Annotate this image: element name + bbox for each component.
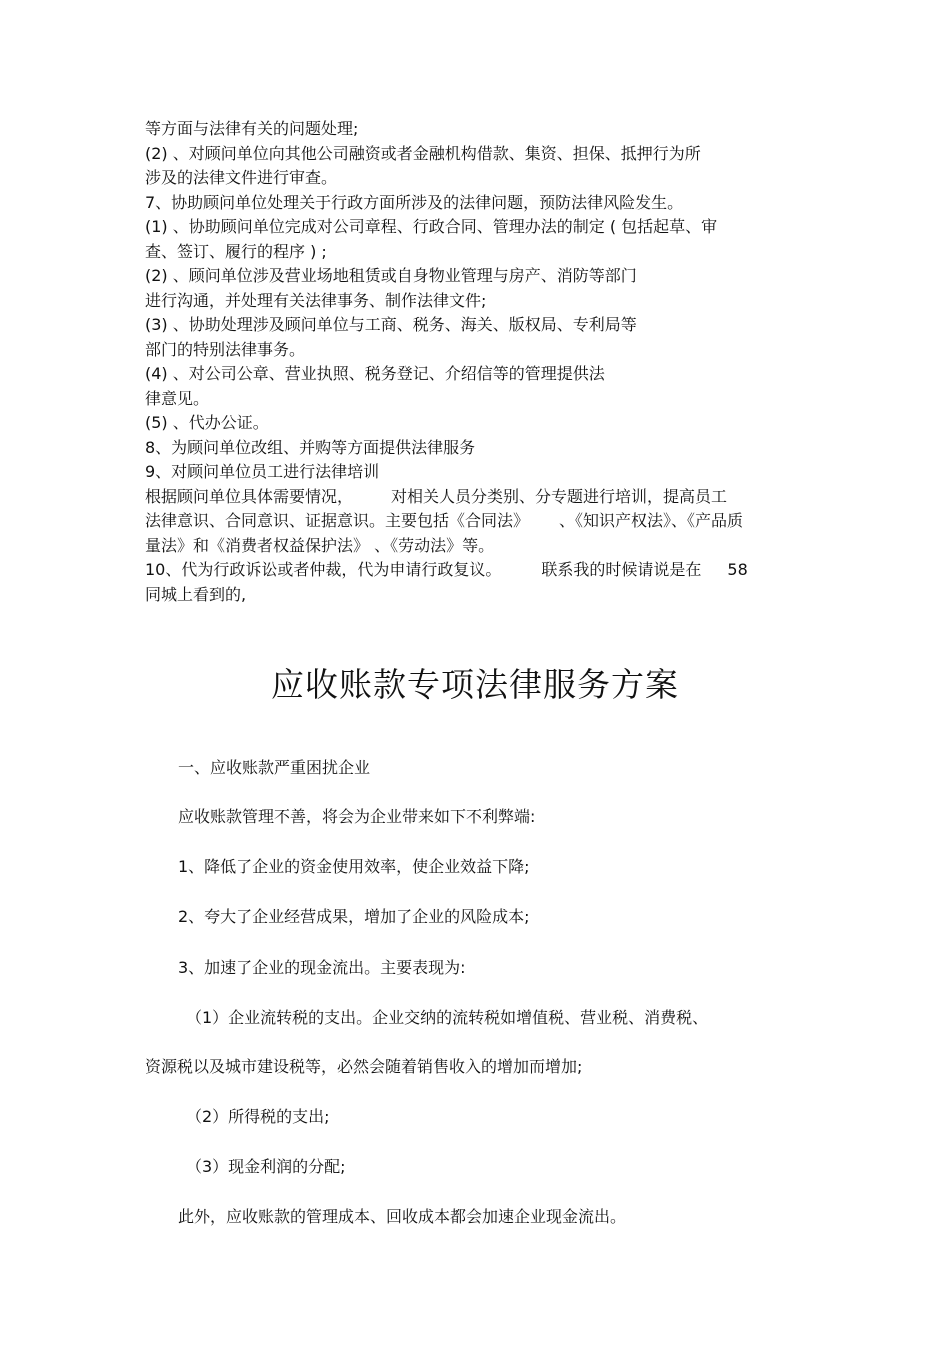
list-item: 1、降低了企业的资金使用效率，使企业效益下降; [178, 857, 530, 876]
text-line: (1) 、协助顾问单位完成对公司章程、行政合同、管理办法的制定 ( 包括起草、审 [145, 217, 718, 236]
text-line: 同城上看到的, [145, 584, 247, 604]
list-item: 3、加速了企业的现金流出。主要表现为: [178, 958, 466, 977]
text-line: 等方面与法律有关的问题处理; [145, 119, 359, 138]
paragraph: 此外，应收账款的管理成本、回收成本都会加速企业现金流出。 [178, 1207, 627, 1226]
training-line [145, 485, 815, 510]
text-line: 部门的特别法律事务。 [145, 339, 306, 359]
sub-list-item: （1）企业流转税的支出。企业交纳的流转税如增值税、营业税、消费税、 [186, 1008, 709, 1027]
text-line: 涉及的法律文件进行审查。 [145, 168, 338, 187]
text-line: (3) 、协助处理涉及顾问单位与工商、税务、海关、版权局、专利局等 [145, 315, 637, 334]
item10-text-b: 联系我的时候请说是在 [541, 560, 702, 579]
item10-text-c: 58 [727, 560, 748, 579]
paragraph-continuation: 资源税以及城市建设税等，必然会随着销售收入的增加而增加; [145, 1057, 583, 1076]
section-heading: 一、应收账款严重困扰企业 [178, 758, 371, 777]
training-text-b: 对相关人员分类别、分专题进行培训，提高员工 [391, 486, 728, 506]
text-line: (2) 、顾问单位涉及营业场地租赁或自身物业管理与房产、消防等部门 [145, 266, 637, 285]
document-title: 应收账款专项法律服务方案 [271, 665, 679, 704]
training-text-a: 根据顾问单位具体需要情况， [145, 486, 354, 506]
law-text-b: 、《知识产权法》、《产品质 [559, 511, 744, 530]
sub-list-item: （2）所得税的支出; [186, 1107, 330, 1126]
text-line: 量法》和《消费者权益保护法》 、《劳动法》等。 [145, 535, 495, 555]
text-line: 律意见。 [145, 388, 210, 408]
text-line: 9、对顾问单位员工进行法律培训 [145, 462, 380, 481]
text-line: 查、签订、履行的程序 ) ; [145, 241, 327, 261]
item10-line [145, 558, 815, 583]
law-text-a: 法律意识、合同意识、证据意识。主要包括《合同法》 [145, 511, 530, 530]
text-line: (5) 、代办公证。 [145, 413, 269, 432]
list-item: 2、夸大了企业经营成果，增加了企业的风险成本; [178, 907, 530, 926]
text-line: 8、为顾问单位改组、并购等方面提供法律服务 [145, 437, 476, 457]
continued-service-list [145, 117, 815, 607]
paragraph: 应收账款管理不善，将会为企业带来如下不利弊端: [178, 807, 536, 826]
sub-list-item: （3）现金利润的分配; [186, 1157, 346, 1176]
text-line: (4) 、对公司公章、营业执照、税务登记、介绍信等的管理提供法 [145, 364, 605, 383]
text-line: (2) 、对顾问单位向其他公司融资或者金融机构借款、集资、担保、抵押行为所 [145, 143, 701, 163]
item10-text-a: 10、代为行政诉讼或者仲裁，代为申请行政复议。 [145, 560, 502, 579]
text-line: 进行沟通，并处理有关法律事务、制作法律文件; [145, 290, 487, 310]
text-line: 7、协助顾问单位处理关于行政方面所涉及的法律问题，预防法律风险发生。 [145, 192, 684, 212]
law-list-line [145, 509, 815, 534]
